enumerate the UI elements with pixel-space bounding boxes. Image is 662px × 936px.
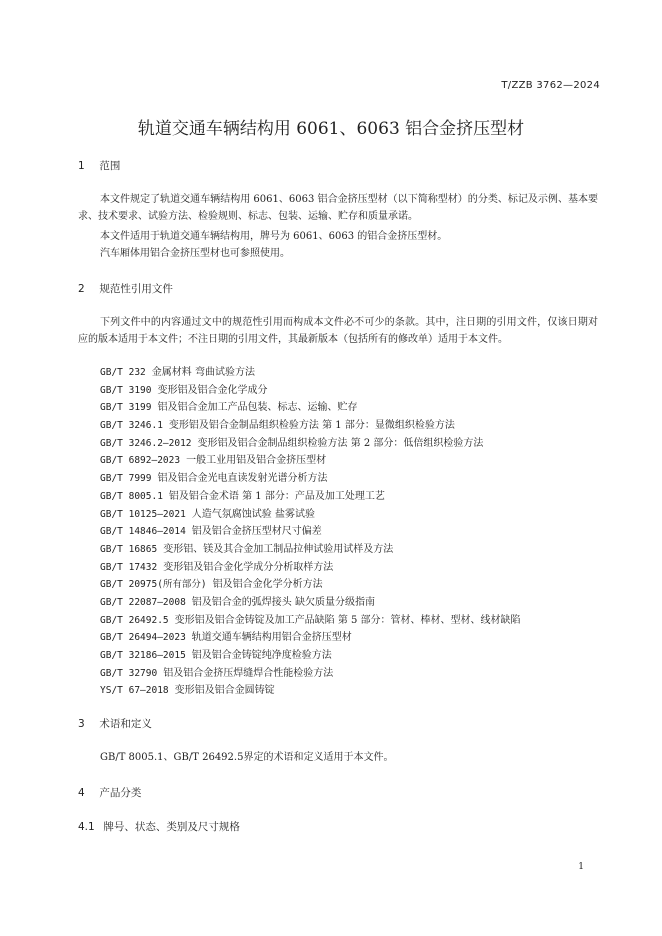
section-title: 范围 xyxy=(99,160,121,172)
section-heading-1 xyxy=(78,158,120,173)
reference-code: YS/T 67—2018 xyxy=(100,685,169,697)
section-title: 规范性引用文件 xyxy=(99,283,173,295)
reference-code: GB/T 3246.2—2012 xyxy=(100,437,192,449)
reference-code: GB/T 22087—2008 xyxy=(100,596,186,608)
reference-code: GB/T 3246.1 xyxy=(100,420,163,432)
reference-item xyxy=(100,612,521,630)
reference-code: GB/T 3190 xyxy=(100,384,152,396)
section-title: 牌号、状态、类别及尺寸规格 xyxy=(103,821,240,833)
scope-paragraph: 本文件适用于轨道交通车辆结构用，牌号为 6061、6063 的铝合金挤压型材。 xyxy=(100,231,448,242)
reference-title: 变形铝及铝合金圆铸锭 xyxy=(174,685,275,697)
normative-intro-paragraph: 下列文件中的内容通过文中的规范性引用而构成本文件必不可少的条款。其中，注日期的引用文件，仅该日期对应的版本适用于本文件；不注日期的引用文件，其最新版本（包括所有的修改单）适用于本文件。 xyxy=(78,317,598,345)
reference-item xyxy=(100,452,521,470)
reference-list xyxy=(100,364,521,700)
reference-item xyxy=(100,506,521,524)
reference-code: GB/T 8005.1 xyxy=(100,490,163,502)
document-title: 轨道交通车辆结构用 6061、6063 铝合金挤压型材 xyxy=(137,119,525,139)
section-heading-2 xyxy=(78,281,173,296)
reference-code: GB/T 26492.5 xyxy=(100,614,169,626)
reference-code: GB/T 3199 xyxy=(100,402,152,414)
section-heading-3 xyxy=(78,716,152,731)
reference-title: 铝及铝合金光电直读发射光谱分析方法 xyxy=(157,473,328,485)
reference-title: 人造气氛腐蚀试验 盐雾试验 xyxy=(191,508,315,520)
reference-item xyxy=(100,629,521,647)
reference-title: 铝及铝合金化学分析方法 xyxy=(212,579,323,591)
reference-code: GB/T 10125—2021 xyxy=(100,508,186,520)
reference-title: 变形铝及铝合金制品组织检验方法 第 2 部分：低倍组织检验方法 xyxy=(197,437,484,449)
section-title: 术语和定义 xyxy=(99,718,152,730)
reference-code: GB/T 32186—2015 xyxy=(100,650,186,661)
reference-code: GB/T 32790 xyxy=(100,667,158,679)
section-title: 产品分类 xyxy=(99,787,142,799)
reference-code: GB/T 16865 xyxy=(100,543,158,555)
reference-title: 一般工业用铝及铝合金挤压型材 xyxy=(186,455,327,467)
reference-code: GB/T 14846—2014 xyxy=(100,526,186,538)
reference-item xyxy=(100,576,521,594)
subsection-heading-4-1 xyxy=(78,819,240,834)
reference-title: 变形铝及铝合金铸锭及加工产品缺陷 第 5 部分：管材、棒材、型材、线材缺陷 xyxy=(174,614,521,626)
section-number: 3 xyxy=(78,718,85,730)
reference-item xyxy=(100,665,521,683)
reference-item xyxy=(100,559,521,577)
reference-item xyxy=(100,382,521,400)
reference-item xyxy=(100,647,521,665)
section-number: 2 xyxy=(78,283,85,295)
reference-title: 铝及铝合金挤压焊缝焊合性能检验方法 xyxy=(163,667,334,679)
reference-item xyxy=(100,541,521,559)
reference-item xyxy=(100,523,521,541)
reference-title: 铝及铝合金挤压型材尺寸偏差 xyxy=(191,526,322,538)
section-number: 4.1 xyxy=(78,821,95,833)
reference-code: GB/T 20975(所有部分) xyxy=(100,579,207,591)
reference-item xyxy=(100,435,521,453)
reference-title: 变形铝及铝合金制品组织检验方法 第 1 部分：显微组织检验方法 xyxy=(168,420,455,432)
standard-number: T/ZZB 3762—2024 xyxy=(501,80,600,91)
reference-title: 铝及铝合金术语 第 1 部分：产品及加工处理工艺 xyxy=(168,490,385,502)
reference-item xyxy=(100,399,521,417)
reference-title: 铝及铝合金加工产品包装、标志、运输、贮存 xyxy=(157,402,358,414)
reference-title: 金属材料 弯曲试验方法 xyxy=(151,367,255,378)
reference-item xyxy=(100,417,521,435)
page-number: 1 xyxy=(578,862,584,872)
reference-item xyxy=(100,488,521,506)
reference-title: 铝及铝合金的弧焊接头 缺欠质量分级指南 xyxy=(191,596,375,608)
reference-code: GB/T 7999 xyxy=(100,473,152,485)
scope-paragraph: 本文件规定了轨道交通车辆结构用 6061、6063 铝合金挤压型材（以下简称型材）的分类、标记及示例、基本要求、技术要求、试验方法、检验规则、标志、包装、运输、贮存和质量承诺。 xyxy=(78,194,598,222)
reference-title: 铝及铝合金铸锭纯净度检验方法 xyxy=(191,650,332,661)
reference-code: GB/T 17432 xyxy=(100,561,158,573)
scope-paragraph: 汽车厢体用铝合金挤压型材也可参照使用。 xyxy=(100,248,290,259)
reference-code: GB/T 26494—2023 xyxy=(100,632,186,644)
section-heading-4 xyxy=(78,785,141,800)
reference-item xyxy=(100,364,521,382)
reference-title: 变形铝及铝合金化学成分 xyxy=(157,384,268,396)
reference-code: GB/T 232 xyxy=(100,367,146,378)
reference-item xyxy=(100,470,521,488)
section-number: 1 xyxy=(78,160,85,172)
reference-item xyxy=(100,682,521,700)
section-number: 4 xyxy=(78,787,85,799)
reference-title: 变形铝及铝合金化学成分分析取样方法 xyxy=(163,561,334,573)
reference-title: 轨道交通车辆结构用铝合金挤压型材 xyxy=(191,632,352,644)
reference-title: 变形铝、镁及其合金加工制品拉伸试验用试样及方法 xyxy=(163,543,394,555)
terms-paragraph: GB/T 8005.1、GB/T 26492.5界定的术语和定义适用于本文件。 xyxy=(100,752,394,763)
reference-code: GB/T 6892—2023 xyxy=(100,455,181,467)
reference-item xyxy=(100,594,521,612)
